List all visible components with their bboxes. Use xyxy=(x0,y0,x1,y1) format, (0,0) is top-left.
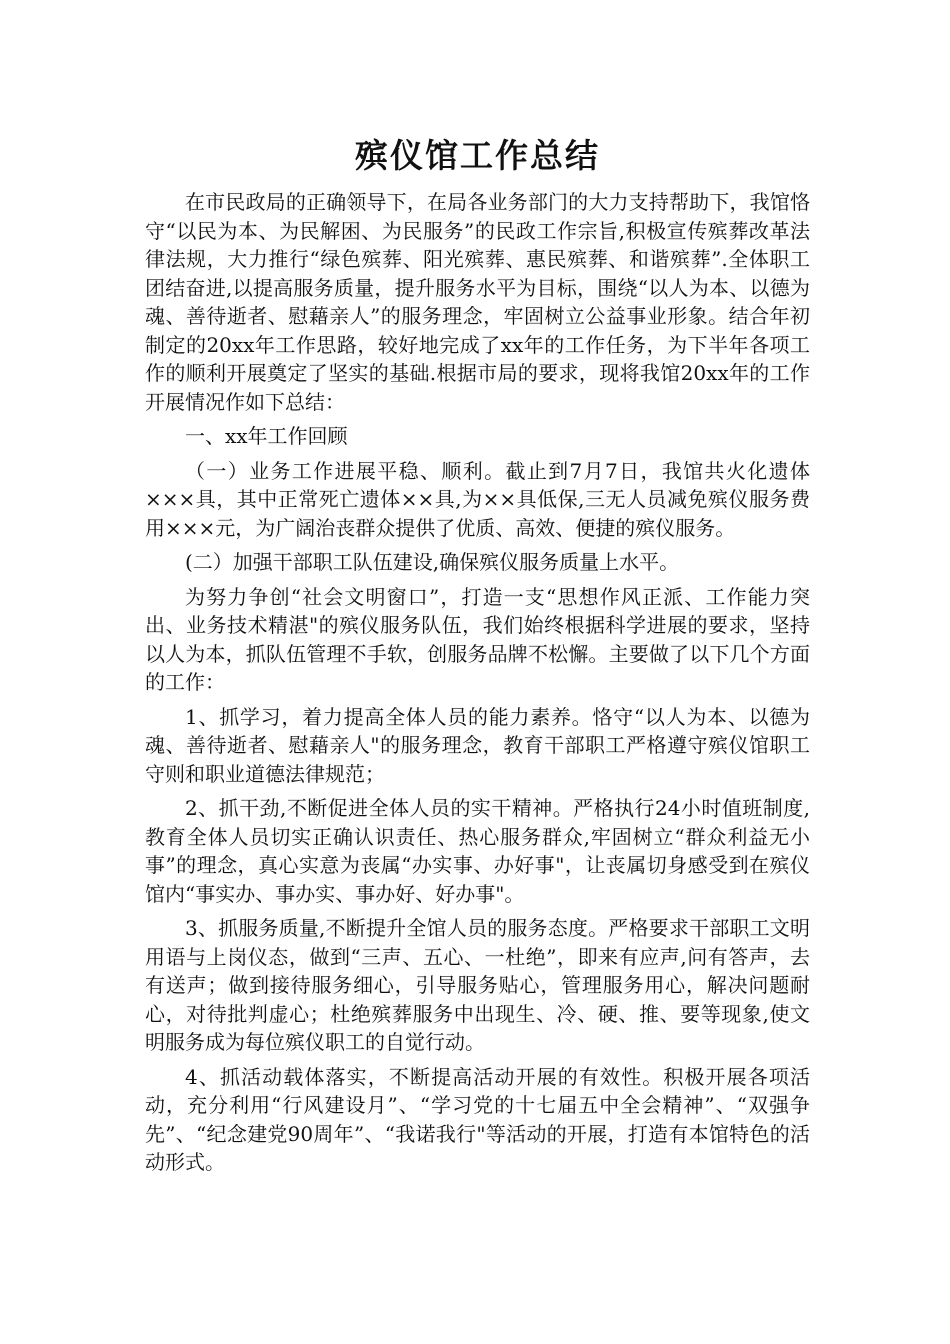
subsection-one-paragraph: （一）业务工作进展平稳、顺利。截止到7月7日，我馆共火化遗体×××具，其中正常死亡遗体××具,为××具低保,三无人员减免殡仪服务费用×××元，为广阔治丧群众提供了优质、高效、便捷的殡仪服务。 xyxy=(145,458,810,540)
subsection-two-heading: (二）加强干部职工队伍建设,确保殡仪服务质量上水平。 xyxy=(185,550,680,574)
item-1-paragraph: 1、抓学习，着力提高全体人员的能力素养。恪守“以人为本、以德为魂、善待逝者、慰藉亲人"的服务理念，教育干部职工严格遵守殡仪馆职工守则和职业道德法律规范； xyxy=(145,704,810,786)
document-page xyxy=(145,130,810,1183)
item-3-paragraph: 3、抓服务质量,不断提升全馆人员的服务态度。严格要求干部职工文明用语与上岗仪态，做到“三声、五心、一杜绝”，即来有应声,问有答声，去有送声；做到接待服务细心，引导服务贴心，管理服务用心，解决问题耐心，对待批判虚心；杜绝殡葬服务中出现生、冷、硬、推、要等现象,使文明服务成为每位殡仪职工的自觉行动。 xyxy=(145,916,810,1054)
document-title: 殡仪馆工作总结 xyxy=(355,136,600,175)
item-2-paragraph: 2、抓干劲,不断促进全体人员的实干精神。严格执行24小时值班制度,教育全体人员切实正确认识责任、热心服务群众,牢固树立“群众利益无小事”的理念，真心实意为丧属“办实事、办好事"，让丧属切身感受到在殡仪馆内“事实办、事办实、事办好、好办事"。 xyxy=(145,796,810,906)
team-building-paragraph: 为努力争创“社会文明窗口”，打造一支“思想作风正派、工作能力突出、业务技术精湛"的殡仪服务队伍，我们始终根据科学进展的要求，坚持以人为本，抓队伍管理不手软，创服务品牌不松懈。主要做了以下几个方面的工作： xyxy=(145,584,810,694)
section-heading: 一、xx年工作回顾 xyxy=(185,424,348,448)
item-4-paragraph: 4、抓活动载体落实，不断提高活动开展的有效性。积极开展各项活动，充分利用“行风建设月”、“学习党的十七届五中全会精神”、“双强争先”、“纪念建党90周年”、“我诺我行"等活动的开展，打造有本馆特色的活动形式。 xyxy=(145,1064,810,1174)
intro-paragraph: 在市民政局的正确领导下，在局各业务部门的大力支持帮助下，我馆恪守“以民为本、为民解困、为民服务”的民政工作宗旨,积极宣传殡葬改革法律法规，大力推行“绿色殡葬、阳光殡葬、惠民殡葬、和谐殡葬”.全体职工团结奋进,以提高服务质量，提升服务水平为目标，围绕“以人为本、以德为魂、善待逝者、慰藉亲人”的服务理念，牢固树立公益事业形象。结合年初制定的20xx年工作思路，较好地完成了xx年的工作任务，为下半年各项工作的顺利开展奠定了坚实的基础.根据市局的要求，现将我馆20xx年的工作开展情况作如下总结： xyxy=(145,190,810,414)
